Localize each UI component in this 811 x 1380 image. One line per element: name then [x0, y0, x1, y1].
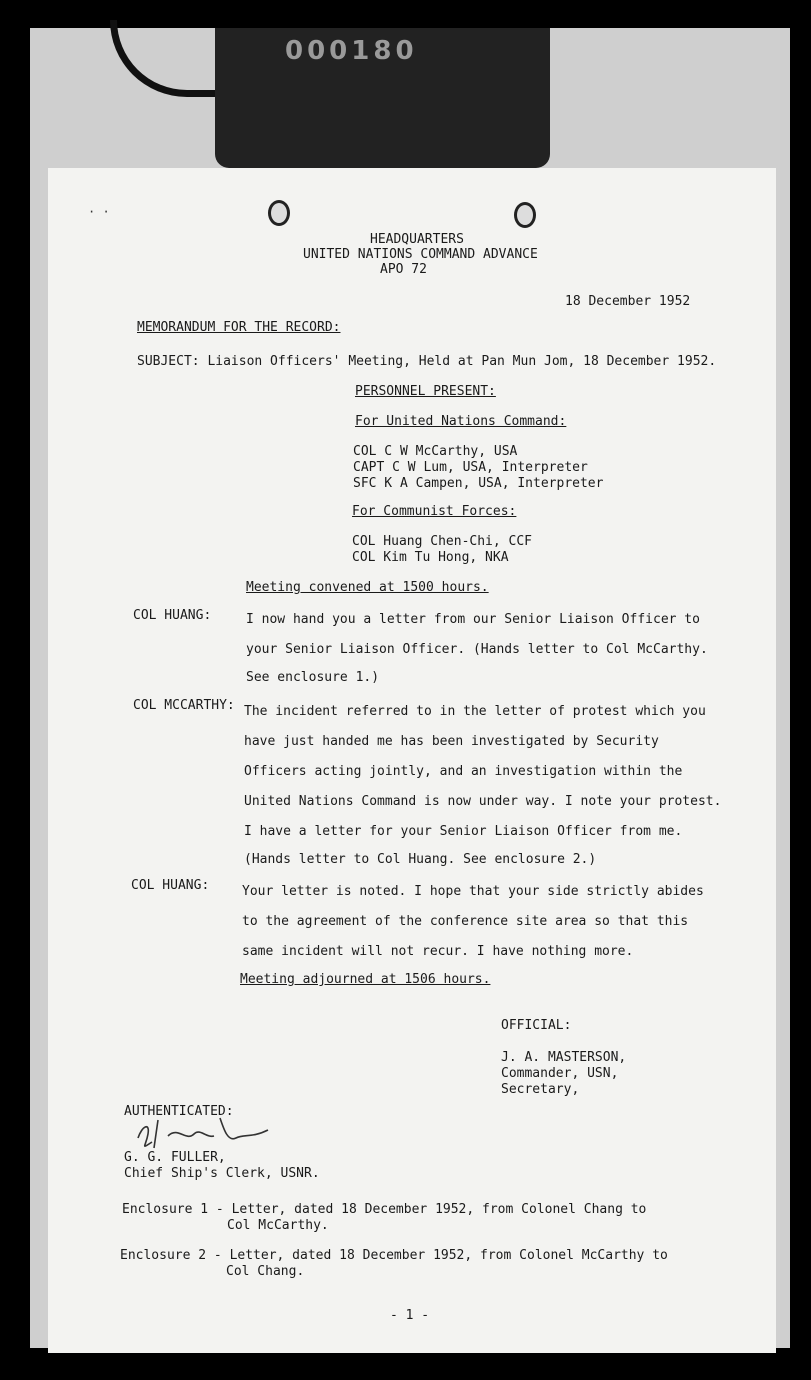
header-line-1: HEADQUARTERS	[370, 232, 464, 247]
speaker-label: COL HUANG:	[131, 878, 210, 893]
speaker-label: COL MCCARTHY:	[133, 698, 235, 713]
enclosure-line: Col McCarthy.	[227, 1218, 329, 1233]
speaker-label: COL HUANG:	[133, 608, 212, 623]
statement-line: United Nations Command is now under way. I note your protest.	[244, 794, 722, 809]
subject-line: SUBJECT: Liaison Officers' Meeting, Held at Pan Mun Jom, 18 December 1952.	[137, 354, 717, 369]
meeting-convened: Meeting convened at 1500 hours.	[246, 580, 489, 595]
statement-line: I now hand you a letter from our Senior Liaison Officer to	[246, 612, 700, 627]
statement-line: same incident will not recur. I have nothing more.	[242, 944, 634, 959]
memo-date: 18 December 1952	[565, 294, 691, 309]
enclosure-line: Col Chang.	[226, 1264, 305, 1279]
un-member: SFC K A Campen, USA, Interpreter	[353, 476, 604, 491]
statement-line: The incident referred to in the letter of protest which you	[244, 704, 706, 719]
statement-line: See enclosure 1.)	[246, 670, 380, 685]
clamp-number: 000180	[285, 36, 418, 66]
page-number: - 1 -	[390, 1308, 430, 1323]
statement-line: I have a letter for your Senior Liaison Officer from me.	[244, 824, 683, 839]
statement-line: have just handed me has been investigated by Security	[244, 734, 659, 749]
personnel-heading: PERSONNEL PRESENT:	[355, 384, 496, 399]
meeting-adjourned: Meeting adjourned at 1506 hours.	[240, 972, 491, 987]
official-label: OFFICIAL:	[501, 1018, 572, 1033]
authenticated-name: G. G. FULLER,	[124, 1150, 226, 1165]
enclosure-line: Enclosure 2 - Letter, dated 18 December 1952, from Colonel McCarthy to	[120, 1248, 668, 1263]
un-member: COL C W McCarthy, USA	[353, 444, 518, 459]
memo-title: MEMORANDUM FOR THE RECORD:	[137, 320, 341, 335]
header-line-2: UNITED NATIONS COMMAND ADVANCE	[303, 247, 538, 262]
statement-line: (Hands letter to Col Huang. See enclosure 2.)	[244, 852, 597, 867]
comm-member: COL Huang Chen-Chi, CCF	[352, 534, 533, 549]
punch-hole-left	[268, 200, 290, 226]
punch-hole-right	[514, 202, 536, 228]
official-title: Secretary,	[501, 1082, 580, 1097]
statement-line: Your letter is noted. I hope that your side strictly abides	[242, 884, 704, 899]
comm-member: COL Kim Tu Hong, NKA	[352, 550, 509, 565]
official-rank: Commander, USN,	[501, 1066, 619, 1081]
authenticated-label: AUTHENTICATED:	[124, 1104, 234, 1119]
statement-line: to the agreement of the conference site area so that this	[242, 914, 689, 929]
authenticated-title: Chief Ship's Clerk, USNR.	[124, 1166, 320, 1181]
speck-marks: · ·	[88, 205, 110, 219]
statement-line: Officers acting jointly, and an investigation within the	[244, 764, 683, 779]
statement-line: your Senior Liaison Officer. (Hands letter to Col McCarthy.	[246, 642, 708, 657]
un-heading: For United Nations Command:	[355, 414, 567, 429]
comm-heading: For Communist Forces:	[352, 504, 517, 519]
official-name: J. A. MASTERSON,	[501, 1050, 627, 1065]
header-line-3: APO 72	[380, 262, 427, 277]
enclosure-line: Enclosure 1 - Letter, dated 18 December 1952, from Colonel Chang to	[122, 1202, 647, 1217]
un-member: CAPT C W Lum, USA, Interpreter	[353, 460, 588, 475]
